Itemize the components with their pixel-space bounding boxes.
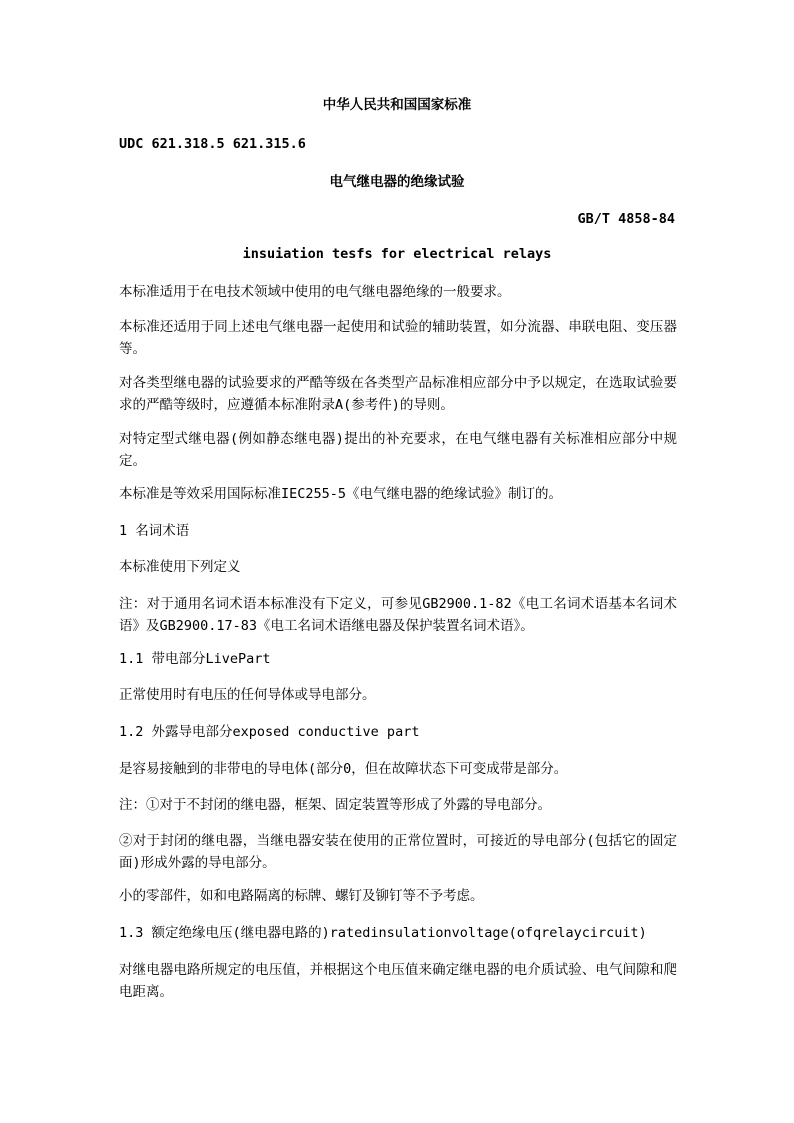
paragraph: 对各类型继电器的试验要求的严酷等级在各类型产品标准相应部分中予以规定，在选取试验要求的严酷等级时，应遵循本标准附录A(参考件)的导则。 <box>119 375 677 413</box>
paragraph: 本标准是等效采用国际标准IEC255-5《电气继电器的绝缘试验》制订的。 <box>119 486 563 502</box>
subsection-heading: 1.1 带电部分LivePart <box>119 651 271 667</box>
note-paragraph: ②对于封闭的继电器，当继电器安装在使用的正常位置时，可接近的导电部分(包括它的固定面)形成外露的导电部分。 <box>119 833 677 871</box>
national-standard-heading: 中华人民共和国国家标准 <box>322 97 472 113</box>
subsection-heading: 1.3 额定绝缘电压(继电器电路的)ratedinsulationvoltage(ofqrelaycircuit) <box>119 925 647 941</box>
note-paragraph: 注：对于通用名词术语本标准没有下定义，可参见GB2900.1-82《电工名词术语基本名词术语》及GB2900.17-83《电工名词术语继电器及保护装置名词术语》。 <box>119 596 677 634</box>
paragraph: 本标准使用下列定义 <box>119 559 241 575</box>
section-heading: 1 名词术语 <box>119 523 190 539</box>
standard-code: GB/T 4858-84 <box>577 211 675 227</box>
paragraph: 本标准还适用于同上述电气继电器一起使用和试验的辅助装置，如分流器、串联电阻、变压器等。 <box>119 319 677 357</box>
paragraph: 本标准适用于在电技术领域中使用的电气继电器绝缘的一般要求。 <box>119 284 511 300</box>
subsection-heading: 1.2 外露导电部分exposed conductive part <box>119 724 420 740</box>
paragraph: 对特定型式继电器(例如静态继电器)提出的补充要求，在电气继电器有关标准相应部分中规定。 <box>119 431 677 469</box>
paragraph: 是容易接触到的非带电的导电体(部分0，但在故障状态下可变成带是部分。 <box>119 761 568 777</box>
note-paragraph: 注：①对于不封闭的继电器，框架、固定装置等形成了外露的导电部分。 <box>119 797 551 813</box>
document-title-en: insuiation tesfs for electrical relays <box>242 246 552 262</box>
document-title-cn: 电气继电器的绝缘试验 <box>329 174 465 190</box>
paragraph: 对继电器电路所规定的电压值，并根据这个电压值来确定继电器的电介质试验、电气间隙和爬电距离。 <box>119 962 677 1000</box>
paragraph: 正常使用时有电压的任何导体或导电部分。 <box>119 687 376 703</box>
udc-code: UDC 621.318.5 621.315.6 <box>119 136 306 152</box>
paragraph: 小的零部件，如和电路隔离的标牌、螺钉及铆钉等不予考虑。 <box>119 888 484 904</box>
